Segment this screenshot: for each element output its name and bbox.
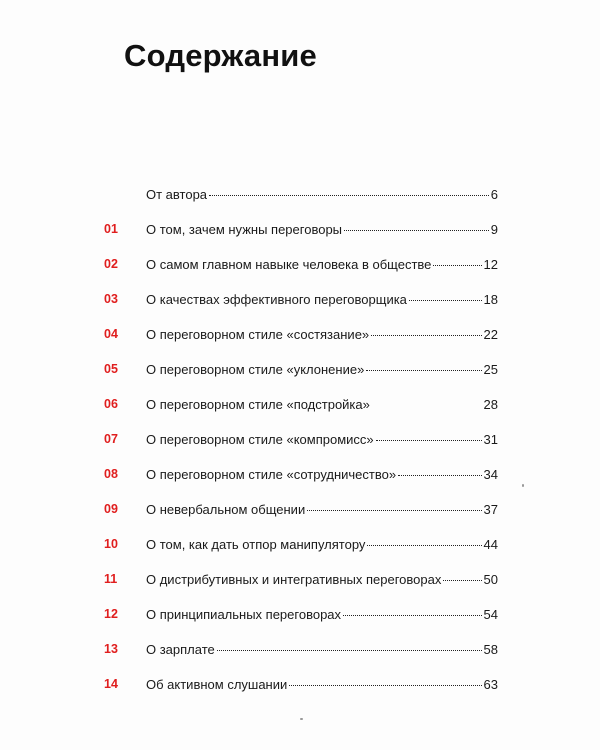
dot-leader: [376, 440, 482, 441]
toc-entry: [0, 218, 600, 242]
paper-speck: [522, 484, 524, 487]
chapter-title: О том, зачем нужны переговоры: [146, 222, 343, 237]
chapter-title: Об активном слушании: [146, 677, 288, 692]
page-number: 50: [483, 572, 498, 587]
toc-entry: [0, 428, 600, 452]
dot-leader: [307, 510, 481, 511]
chapter-title: О переговорном стиле «состязание»: [146, 327, 370, 342]
page-number: 31: [483, 432, 498, 447]
page-number: 18: [483, 292, 498, 307]
dot-leader: [289, 685, 481, 686]
chapter-number: 08: [104, 467, 118, 481]
chapter-title: О переговорном стиле «компромисс»: [146, 432, 374, 447]
toc-entry: [0, 498, 600, 522]
dot-leader: [433, 265, 481, 266]
chapter-number: 06: [104, 397, 118, 411]
page-number: 44: [483, 537, 498, 552]
dot-leader: [209, 195, 489, 196]
dot-leader: [409, 300, 482, 301]
chapter-title: От автора: [146, 187, 208, 202]
dot-leader: [343, 615, 481, 616]
page-number: 12: [483, 257, 498, 272]
paper-speck: [300, 718, 303, 720]
page-number: 28: [483, 397, 498, 412]
chapter-number: 14: [104, 677, 118, 691]
dot-leader: [443, 580, 481, 581]
toc-entry: [0, 323, 600, 347]
toc-entry: [0, 603, 600, 627]
chapter-title: О переговорном стиле «уклонение»: [146, 362, 365, 377]
toc-entry: [0, 638, 600, 662]
page-number: 37: [483, 502, 498, 517]
page-number: 9: [490, 222, 498, 237]
chapter-title: О принципиальных переговорах: [146, 607, 342, 622]
page-number: 63: [483, 677, 498, 692]
dot-leader: [217, 650, 482, 651]
dot-leader: [372, 405, 482, 406]
page-number: 58: [483, 642, 498, 657]
chapter-number: 11: [104, 572, 118, 586]
toc-entry: [0, 288, 600, 312]
chapter-title: О переговорном стиле «подстройка»: [146, 397, 370, 412]
chapter-title: О том, как дать отпор манипулятору: [146, 537, 366, 552]
dot-leader: [367, 545, 481, 546]
toc-entry: [0, 253, 600, 277]
toc-entry: [0, 183, 600, 207]
chapter-number: 10: [104, 537, 118, 551]
chapter-title: О зарплате: [146, 642, 215, 657]
chapter-number: 13: [104, 642, 118, 656]
toc-entry: [0, 568, 600, 592]
chapter-number: 03: [104, 292, 118, 306]
chapter-number: 02: [104, 257, 118, 271]
page-number: 22: [483, 327, 498, 342]
page-number: 34: [483, 467, 498, 482]
chapter-number: 09: [104, 502, 118, 516]
page-title: Содержание: [124, 38, 317, 73]
page-number: 6: [490, 187, 498, 202]
chapter-title: О переговорном стиле «сотрудничество»: [146, 467, 397, 482]
page-number: 25: [483, 362, 498, 377]
toc-entry: [0, 393, 600, 417]
toc-entry: [0, 463, 600, 487]
chapter-number: 01: [104, 222, 118, 236]
toc-entry: [0, 533, 600, 557]
chapter-number: 04: [104, 327, 118, 341]
toc-entry: [0, 358, 600, 382]
chapter-title: О дистрибутивных и интегративных переговорах: [146, 572, 442, 587]
dot-leader: [344, 230, 489, 231]
toc-entry: [0, 673, 600, 697]
dot-leader: [398, 475, 481, 476]
chapter-number: 07: [104, 432, 118, 446]
chapter-title: О самом главном навыке человека в обществе: [146, 257, 432, 272]
page-number: 54: [483, 607, 498, 622]
dot-leader: [366, 370, 481, 371]
chapter-number: 05: [104, 362, 118, 376]
chapter-title: О качествах эффективного переговорщика: [146, 292, 407, 307]
chapter-title: О невербальном общении: [146, 502, 306, 517]
dot-leader: [371, 335, 481, 336]
chapter-number: 12: [104, 607, 118, 621]
